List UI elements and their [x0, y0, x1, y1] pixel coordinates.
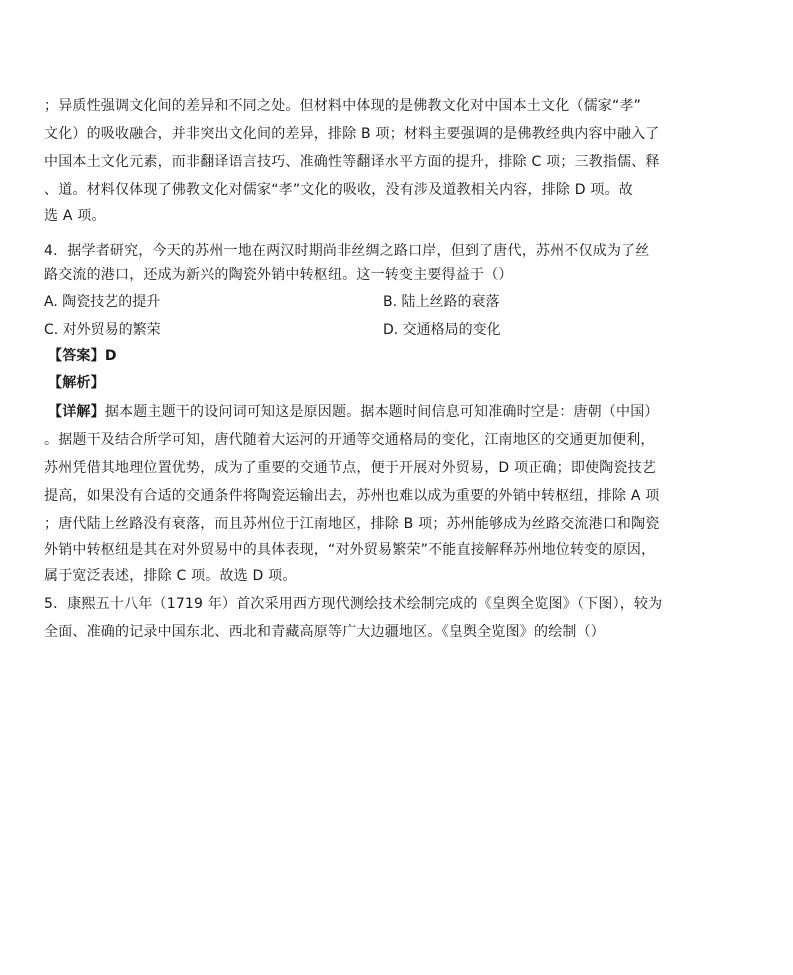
q3-explanation-line-2: 文化）的吸收融合，并非突出文化间的差异，排除 B 项；材料主要强调的是佛教经典内容中融入了: [44, 126, 660, 142]
q4-detail-line-1: [48, 402, 659, 422]
q4-detail-line-7: 属于宽泛表述，排除 C 项。故选 D 项。: [44, 568, 297, 584]
q4-option-b: B. 陆上丝路的衰落: [383, 294, 500, 310]
q4-detail-line-4: 提高，如果没有合适的交通条件将陶瓷运输出去，苏州也难以成为重要的外销中转枢纽，排除 A 项: [44, 488, 660, 504]
detail-label: 【详解】: [48, 404, 105, 420]
q3-explanation-line-1: ；异质性强调文化间的差异和不同之处。但材料中体现的是佛教文化对中国本土文化（儒家“孝”: [44, 98, 642, 114]
analysis-label: 【解析】: [48, 375, 105, 391]
q4-stem-line-1: 4．据学者研究，今天的苏州一地在两汉时期尚非丝绸之路口岸，但到了唐代，苏州不仅成为了丝: [44, 243, 650, 259]
q4-detail-line-5: ；唐代陆上丝路没有衰落，而且苏州位于江南地区，排除 B 项；苏州能够成为丝路交流港口和陶瓷: [44, 516, 660, 532]
answer-label: 【答案】: [48, 348, 105, 364]
q3-explanation-line-4: 、道。材料仅体现了佛教文化对儒家“孝”文化的吸收，没有涉及道教相关内容，排除 D 项。故: [44, 182, 633, 198]
q5-stem-line-2: 全面、准确的记录中国东北、西北和青藏高原等广大边疆地区。《皇舆全览图》的绘制（）: [44, 624, 605, 640]
q3-explanation-line-3: 中国本土文化元素，而非翻译语言技巧、准确性等翻译水平方面的提升，排除 C 项；三教指儒、释: [44, 154, 660, 170]
detail-text-1: 据本题主题干的设问词可知这是原因题。据本题时间信息可知准确时空是：唐朝（中国）: [104, 404, 659, 420]
answer-value: D: [104, 348, 117, 364]
q4-detail-line-2: 。据题干及结合所学可知，唐代随着大运河的开通等交通格局的变化，江南地区的交通更加便利，: [44, 432, 655, 448]
q3-explanation-line-5: 选 A 项。: [44, 208, 106, 224]
q4-stem-line-2: 路交流的港口，还成为新兴的陶瓷外销中转枢纽。这一转变主要得益于（）: [44, 267, 513, 283]
q4-answer: [48, 346, 117, 366]
q4-option-a: A. 陶瓷技艺的提升: [44, 294, 161, 310]
q4-option-d: D. 交通格局的变化: [383, 322, 501, 338]
q4-detail-line-3: 苏州凭借其地理位置优势，成为了重要的交通节点，便于开展对外贸易，D 项正确；即使陶瓷技艺: [44, 460, 657, 476]
q4-detail-line-6: 外销中转枢纽是其在对外贸易中的具体表现，“对外贸易繁荣”不能直接解释苏州地位转变的原因，: [44, 542, 656, 558]
q5-stem-line-1: 5．康熙五十八年（1719 年）首次采用西方现代测绘技术绘制完成的《皇舆全览图》（下图），较为: [44, 596, 663, 612]
q4-option-c: C. 对外贸易的繁荣: [44, 322, 161, 338]
